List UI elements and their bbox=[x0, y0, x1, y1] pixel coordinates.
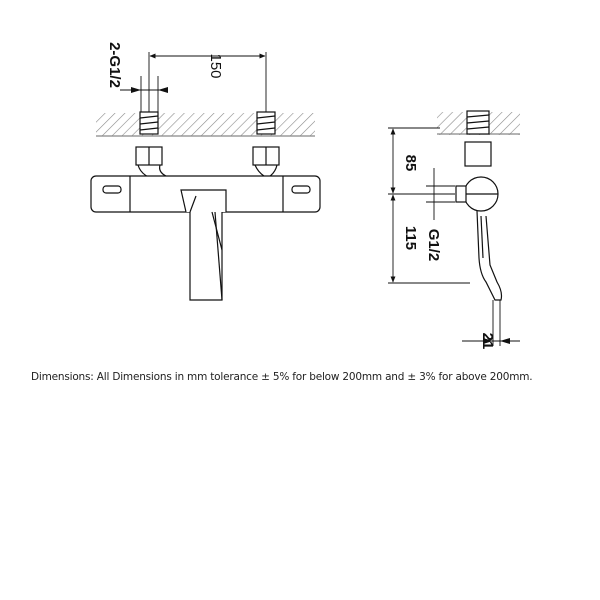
dim-label-150: 150 bbox=[207, 53, 224, 79]
front-view bbox=[91, 52, 320, 300]
side-spout bbox=[477, 211, 502, 300]
dim-label-2g12: 2-G1/2 bbox=[106, 42, 123, 88]
right-connector bbox=[253, 112, 279, 181]
dim-label-g12: G1/2 bbox=[425, 228, 442, 262]
dim-label-21: 21 bbox=[479, 332, 496, 350]
dimensions-note: Dimensions: All Dimensions in mm tolerance ± 5% for below 200mm and ± 3% for above 200mm. bbox=[31, 371, 533, 383]
dim-label-115: 115 bbox=[402, 225, 419, 251]
dim-label-85: 85 bbox=[402, 154, 419, 172]
spout bbox=[181, 190, 226, 300]
wall-hatch-front bbox=[96, 113, 315, 136]
